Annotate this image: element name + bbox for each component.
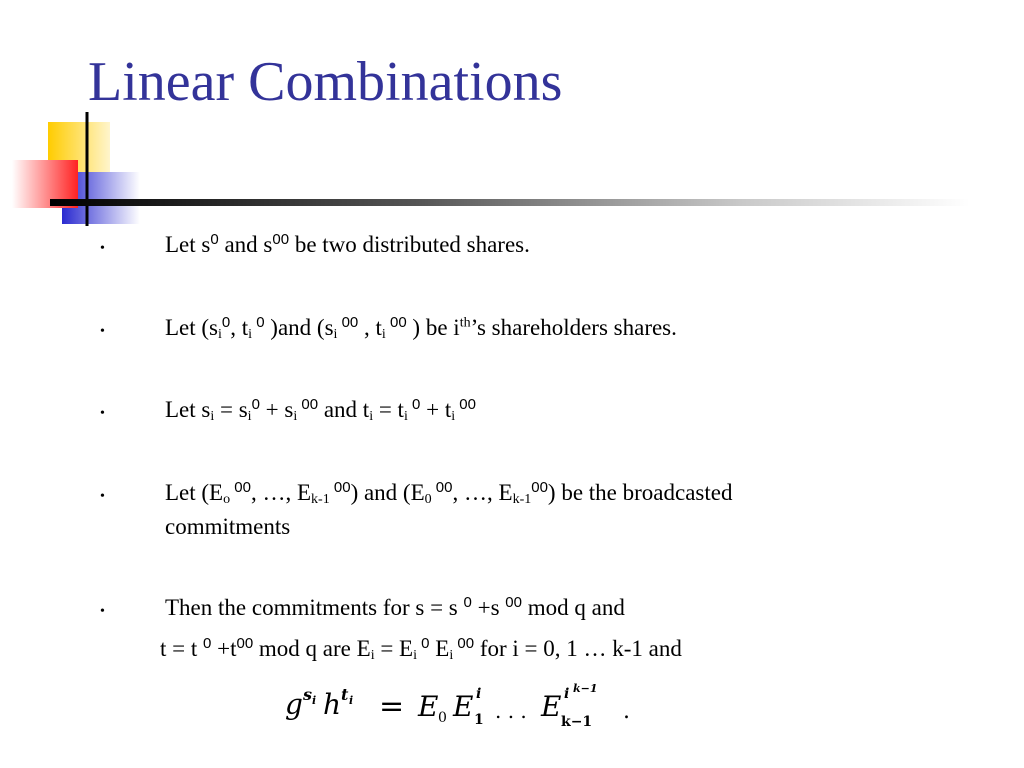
text-run: and t	[318, 397, 370, 422]
subscript: i	[451, 409, 456, 424]
subscript: i	[218, 327, 222, 342]
formula-E1: E	[453, 690, 474, 723]
text-run: , t	[230, 315, 249, 340]
superscript: 0	[203, 635, 212, 652]
subscript: i	[381, 327, 386, 342]
bullet-text-continuation: commitments	[165, 514, 291, 539]
text-run: , …, E	[250, 480, 312, 505]
formula-E1-sub: 1	[474, 712, 484, 728]
bullet-text	[165, 596, 625, 619]
text-run: + t	[420, 397, 452, 422]
text-run: E	[429, 636, 450, 661]
superscript: 0	[252, 314, 265, 331]
formula-g: g	[285, 688, 303, 721]
subscript: i	[403, 409, 408, 424]
superscript: 00	[236, 635, 254, 652]
text-run: +s	[471, 595, 506, 620]
title-divider	[50, 199, 970, 206]
subscript: i	[210, 409, 215, 424]
superscript: 0	[417, 635, 430, 652]
formula-E1-exp: i	[476, 686, 482, 702]
formula-period: .	[623, 699, 630, 724]
text-run: ) and (E	[350, 480, 425, 505]
superscript: 00	[230, 479, 251, 496]
subscript: 0	[424, 492, 432, 507]
superscript: 00	[431, 479, 453, 496]
text-run: )and (s	[264, 315, 334, 340]
text-run: +t	[211, 636, 237, 661]
bullet-marker: •	[100, 406, 105, 421]
commitment-equation	[283, 680, 643, 730]
formula-h-exp: t	[341, 685, 349, 704]
text-run: mod q are E	[253, 636, 371, 661]
text-run: t = t	[160, 636, 204, 661]
text-run: = s	[214, 397, 248, 422]
superscript: 0	[463, 594, 472, 611]
subscript: k-1	[311, 492, 330, 507]
text-run: Let (s	[165, 315, 219, 340]
subscript: i	[247, 409, 252, 424]
bullet-text	[165, 314, 677, 342]
superscript: th	[459, 315, 471, 331]
superscript: 00	[385, 314, 407, 331]
subscript: i	[293, 409, 298, 424]
text-run: = t	[373, 397, 404, 422]
text-run: Let s	[165, 397, 211, 422]
bullet-marker: •	[100, 241, 105, 256]
text-run: , …, E	[452, 480, 513, 505]
text-run: Let (E	[165, 480, 224, 505]
subscript: i	[333, 327, 338, 342]
text-run: ’s shareholders shares.	[470, 315, 677, 340]
subscript: o	[223, 492, 231, 507]
bullet-text	[165, 233, 530, 256]
superscript: 00	[297, 396, 319, 413]
bullet-marker: •	[100, 324, 105, 339]
formula-g-exp: s	[303, 685, 313, 704]
superscript: 0	[407, 396, 421, 413]
text-run: = E	[374, 636, 414, 661]
formula-E0-sub: 0	[438, 710, 447, 726]
text-run: Let s	[165, 232, 211, 257]
bullet-marker: •	[100, 604, 105, 619]
superscript: 0	[251, 396, 260, 413]
superscript: 00	[505, 594, 522, 611]
slide-title: Linear Combinations	[88, 51, 563, 113]
superscript: 00	[531, 479, 548, 496]
indented-text	[160, 635, 682, 663]
formula-h-exp-sub: i	[349, 694, 354, 707]
text-run: Then the commitments for s = s	[165, 595, 464, 620]
subscript: i	[413, 648, 417, 663]
formula-h: h	[323, 688, 342, 721]
text-run: and s	[218, 232, 273, 257]
subscript: k-1	[512, 492, 532, 507]
superscript: 0	[210, 231, 219, 248]
bullet-text	[165, 396, 476, 424]
superscript: 0	[221, 314, 231, 331]
subscript: i	[449, 648, 454, 663]
text-run: mod q and	[521, 595, 625, 620]
text-run: + s	[259, 397, 294, 422]
formula-Ek-exp-pow: k−1	[573, 682, 598, 695]
subscript: i	[369, 409, 374, 424]
superscript: 00	[453, 635, 475, 652]
superscript: 00	[337, 314, 359, 331]
text-run: ) be the broadcasted	[547, 480, 733, 505]
subscript: i	[370, 648, 375, 663]
formula-dots: . . .	[495, 699, 527, 723]
formula-Ek-exp: i	[564, 686, 570, 702]
formula-Ek: E	[541, 690, 562, 723]
superscript: 00	[272, 231, 290, 248]
text-run: be two distributed shares.	[289, 232, 530, 257]
superscript: 00	[455, 396, 476, 413]
formula-g-exp-sub: i	[312, 694, 317, 707]
superscript: 00	[329, 479, 351, 496]
subscript: i	[248, 327, 253, 342]
text-run: ) be i	[406, 315, 460, 340]
bullet-marker: •	[100, 489, 105, 504]
bullet-text	[165, 479, 733, 507]
formula-E0: E	[418, 690, 439, 723]
formula-Ek-sub: k−1	[561, 714, 593, 730]
text-run: for i = 0, 1 … k-1 and	[474, 636, 682, 661]
text-run: , t	[358, 315, 382, 340]
formula-equals: =	[379, 689, 405, 724]
